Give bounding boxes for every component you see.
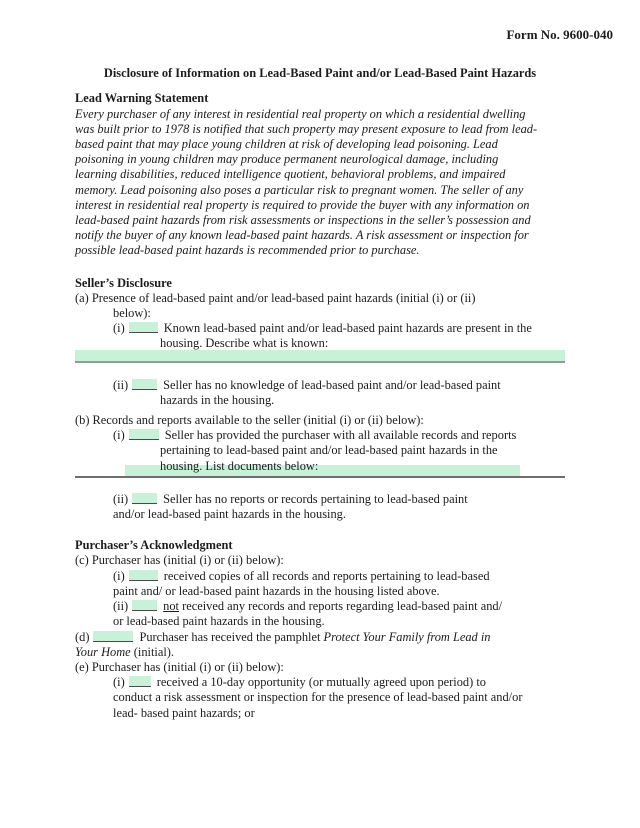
item-marker: (i) bbox=[113, 675, 125, 690]
paragraph-line: based paint that may place young children at risk of developing lead poisoning. Lead bbox=[75, 137, 498, 152]
item-text: Seller has no reports or records pertaining to lead-based paint bbox=[163, 491, 468, 506]
item-e-i-line3: lead- based paint hazards; or bbox=[113, 705, 255, 720]
initial-blank-c-ii[interactable] bbox=[132, 600, 157, 611]
pamphlet-title-part2: Your Home bbox=[75, 644, 131, 659]
paragraph-line: learning disabilities, reduced intelligence quotient, behavioral problems, and impaired bbox=[75, 167, 506, 182]
initial-blank-b-i[interactable] bbox=[129, 429, 159, 440]
item-c-i-line1 bbox=[75, 569, 565, 584]
item-text: Known lead-based paint and/or lead-based paint hazards are present in the bbox=[163, 321, 532, 336]
initial-blank-e-i[interactable] bbox=[129, 676, 151, 687]
item-marker: (ii) bbox=[113, 491, 129, 506]
documents-list-line[interactable] bbox=[75, 465, 565, 478]
paragraph-line: memory. Lead poisoning also poses a particular risk to pregnant women. The seller of any bbox=[75, 182, 524, 197]
item-a-ii-line2: hazards in the housing. bbox=[160, 392, 275, 407]
item-a-line2: below): bbox=[113, 306, 151, 321]
item-e-i-line2: conduct a risk assessment or inspection for the presence of lead-based paint and/or bbox=[113, 690, 523, 705]
item-c-line1: (c) Purchaser has (initial (i) or (ii) below): bbox=[75, 553, 284, 568]
paragraph-line: lead-based paint hazards from risk assessments or inspections in the seller’s possession and bbox=[75, 213, 531, 228]
item-b-i-line2: pertaining to lead-based paint and/or lead-based paint hazards in the bbox=[160, 443, 498, 458]
item-b-ii-line2: and/or lead-based paint hazards in the housing. bbox=[113, 507, 346, 522]
item-text: (initial). bbox=[130, 644, 175, 659]
paragraph-line: poisoning in young children may produce permanent neurological damage, including bbox=[75, 152, 499, 167]
item-a-line1: (a) Presence of lead-based paint and/or lead-based paint hazards (initial (i) or (ii) bbox=[75, 290, 476, 305]
paragraph-line: Every purchaser of any interest in residential real property on which a residential dwelling bbox=[75, 106, 526, 121]
item-b-ii-line1 bbox=[75, 492, 565, 507]
sellers-disclosure-heading: Seller’s Disclosure bbox=[75, 275, 172, 290]
form-number: Form No. 9600-040 bbox=[506, 27, 613, 42]
item-a-i-line2: housing. Describe what is known: bbox=[160, 336, 329, 351]
item-text: received copies of all records and reports pertaining to lead-based bbox=[163, 568, 490, 583]
pamphlet-title-part1: Protect Your Family from Lead in bbox=[323, 629, 491, 644]
item-c-ii-line1 bbox=[75, 599, 565, 614]
purchasers-acknowledgment-heading: Purchaser’s Acknowledgment bbox=[75, 538, 233, 553]
paragraph-line: was built prior to 1978 is notified that such property may present exposure to lead from lead- bbox=[75, 121, 538, 136]
lead-warning-paragraph bbox=[75, 107, 565, 259]
document-title: Disclosure of Information on Lead-Based Paint and/or Lead-Based Paint Hazards bbox=[103, 66, 537, 81]
item-text: Seller has no knowledge of lead-based paint and/or lead-based paint bbox=[163, 377, 501, 392]
initial-blank-c-i[interactable] bbox=[129, 570, 158, 581]
paragraph-line: possible lead-based paint hazards is recommended prior to purchase. bbox=[75, 243, 420, 258]
item-marker: (ii) bbox=[113, 377, 129, 392]
item-marker: (i) bbox=[113, 321, 125, 336]
item-b-i-line3: housing. List documents below: bbox=[160, 458, 319, 473]
item-marker: (i) bbox=[113, 428, 125, 443]
item-marker: (d) bbox=[75, 629, 90, 644]
paragraph-line: interest in residential real property is required to provide the buyer with any information on bbox=[75, 197, 530, 212]
initial-blank-b-ii[interactable] bbox=[132, 493, 157, 504]
item-marker: (i) bbox=[113, 568, 125, 583]
item-text: received any records and reports regarding lead-based paint and/ bbox=[178, 599, 503, 614]
initial-blank-a-i[interactable] bbox=[129, 322, 158, 333]
item-d-line1 bbox=[75, 630, 565, 645]
lead-warning-heading: Lead Warning Statement bbox=[75, 91, 209, 106]
item-b-i-line1 bbox=[75, 428, 565, 443]
item-a-i-line1 bbox=[75, 321, 565, 336]
item-b-line1: (b) Records and reports available to the seller (initial (i) or (ii) below): bbox=[75, 413, 424, 428]
item-e-i-line1 bbox=[75, 675, 565, 690]
item-text: received a 10-day opportunity (or mutually agreed upon period) to bbox=[156, 675, 486, 690]
document-body bbox=[75, 91, 565, 720]
item-c-ii-line2: or lead-based paint hazards in the housing. bbox=[113, 614, 325, 629]
item-d-line2 bbox=[75, 645, 565, 660]
item-c-i-line2: paint and/ or lead-based paint hazards in the housing listed above. bbox=[113, 583, 440, 598]
paragraph-line: notify the buyer of any known lead-based paint hazards. A risk assessment or inspection for bbox=[75, 228, 529, 243]
underlined-not: not bbox=[163, 599, 179, 614]
initial-blank-d[interactable] bbox=[93, 631, 133, 642]
item-a-ii-line1 bbox=[75, 378, 565, 393]
initial-blank-a-ii[interactable] bbox=[132, 379, 157, 390]
item-text: Seller has provided the purchaser with all available records and reports bbox=[164, 428, 517, 443]
item-text: Purchaser has received the pamphlet bbox=[139, 629, 324, 644]
item-e-line1: (e) Purchaser has (initial (i) or (ii) below): bbox=[75, 659, 284, 674]
item-marker: (ii) bbox=[113, 599, 129, 614]
